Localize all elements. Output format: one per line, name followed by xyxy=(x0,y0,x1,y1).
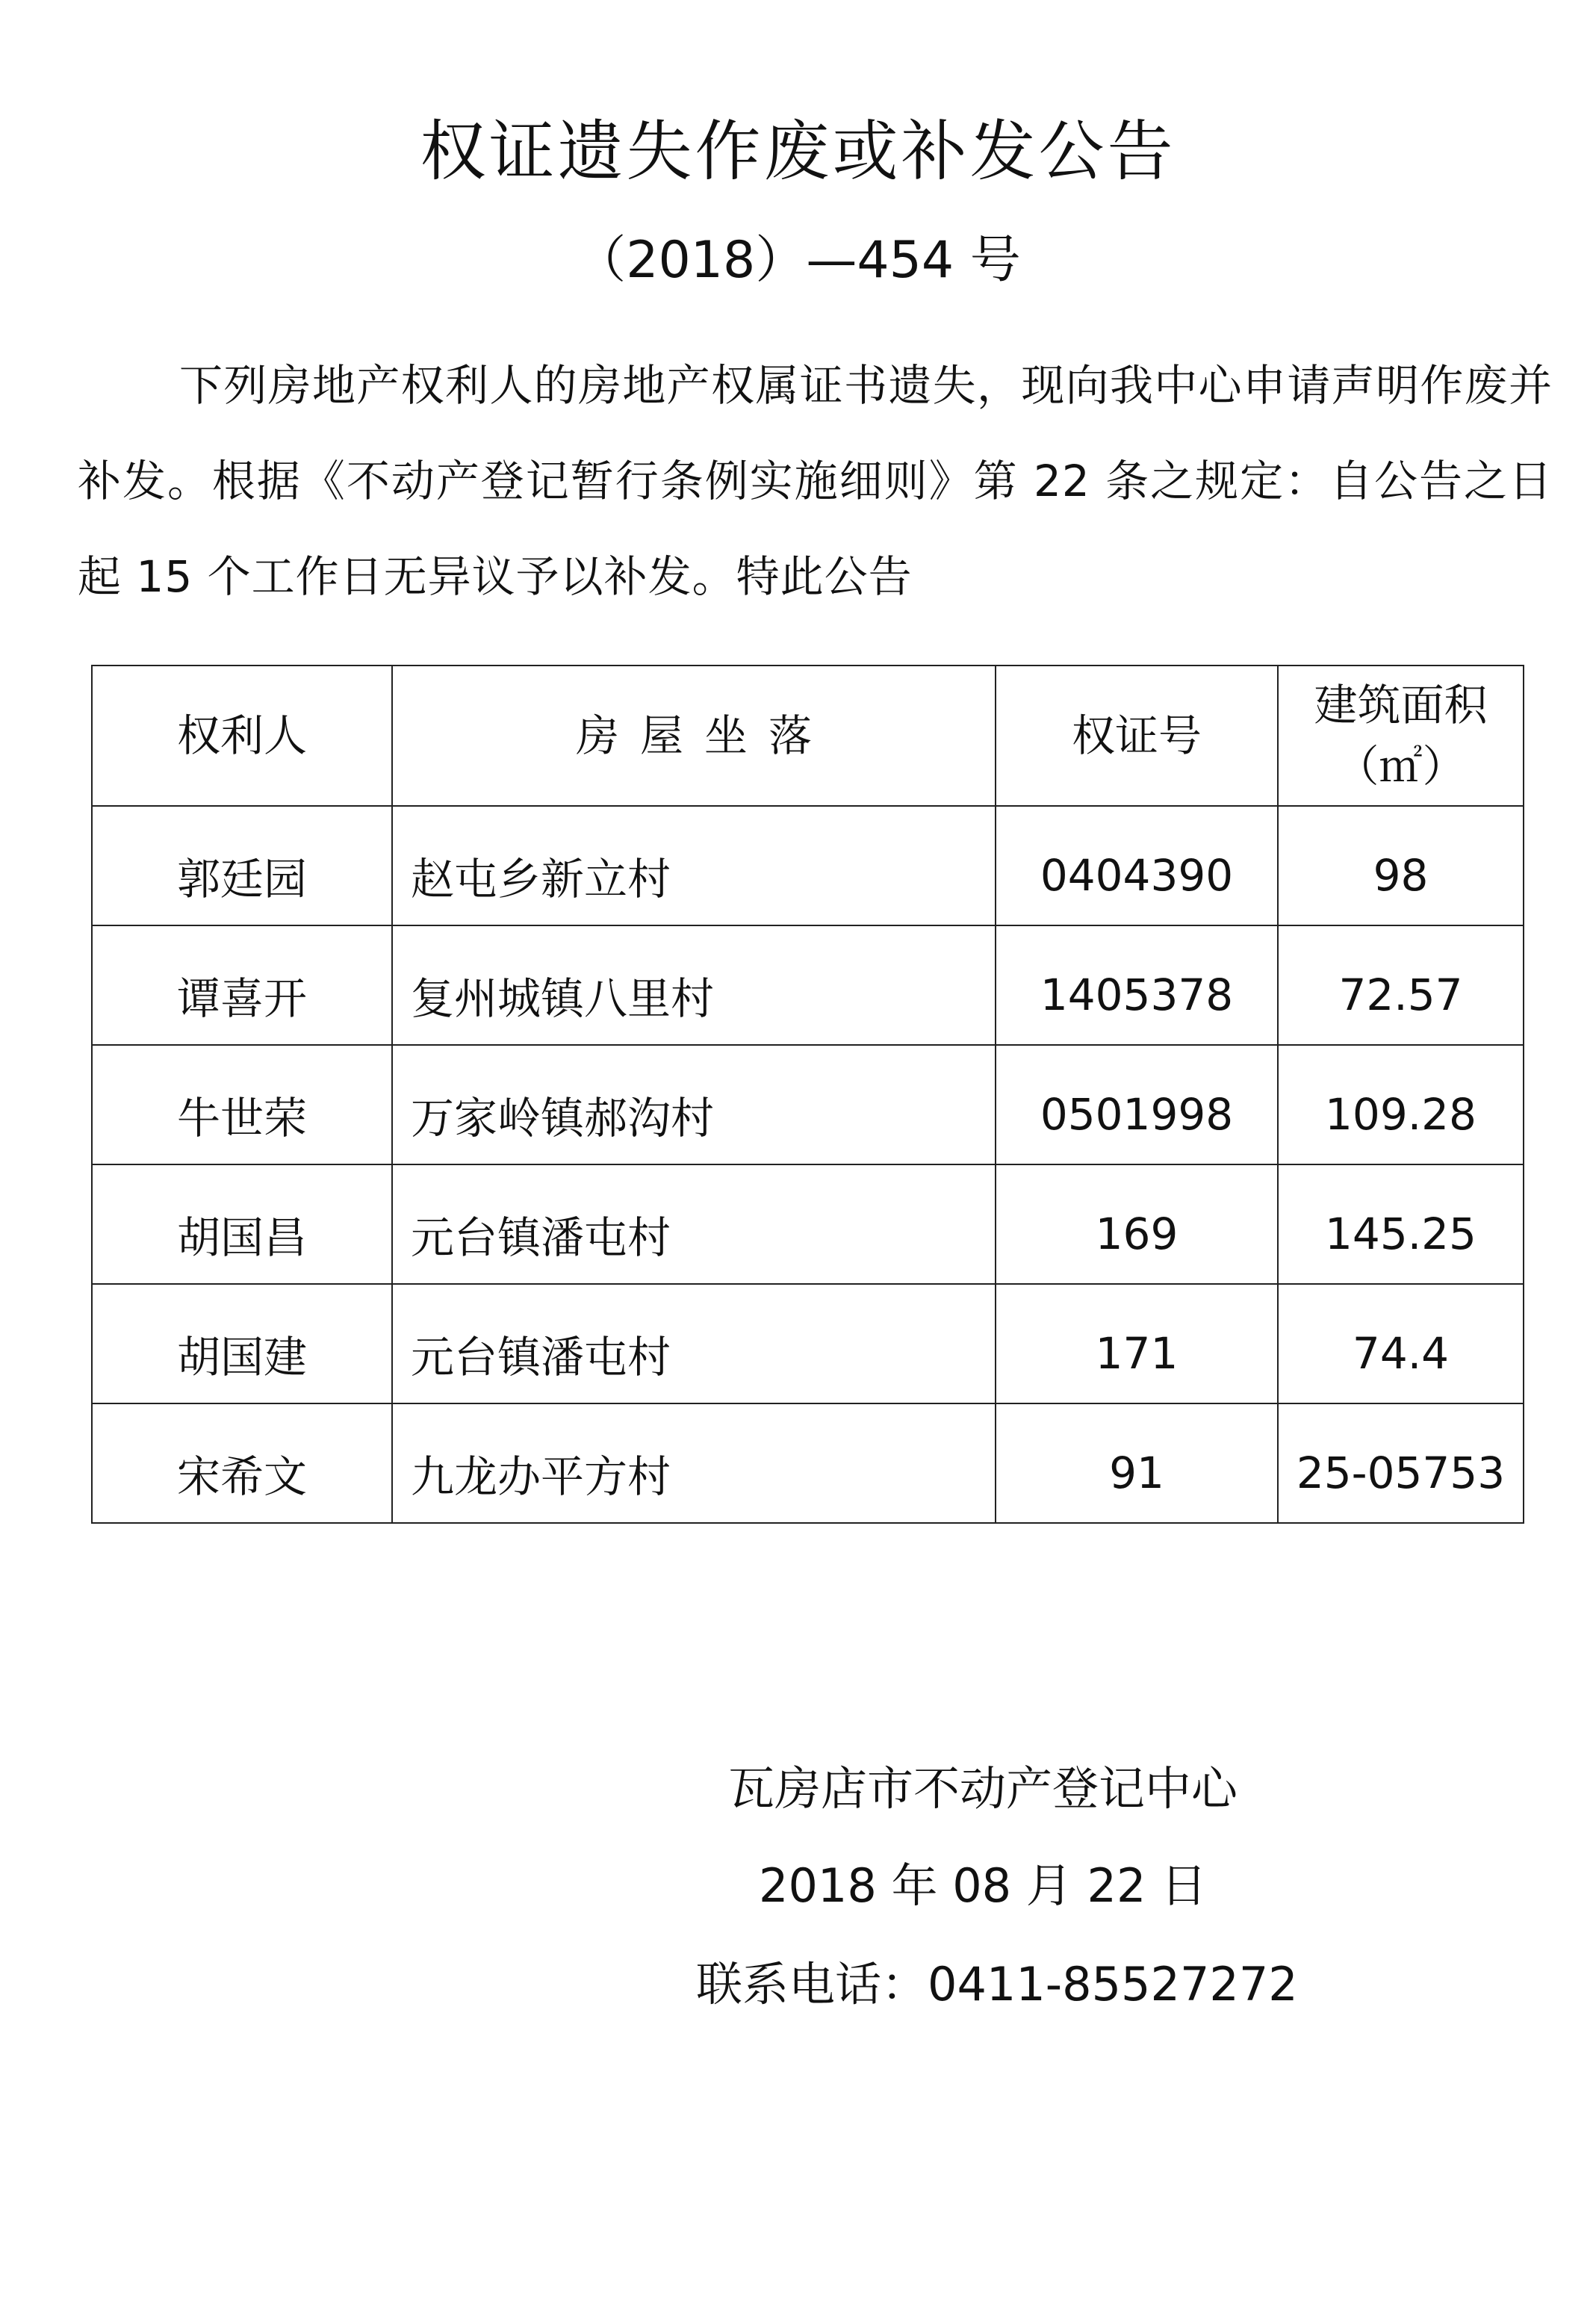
table-row xyxy=(92,1403,1524,1523)
table-header-row xyxy=(92,666,1524,806)
header-area-unit: （㎡） xyxy=(1335,741,1466,792)
cell-cert-no: 169 xyxy=(996,1164,1278,1284)
table-row xyxy=(92,925,1524,1045)
cell-area: 72.57 xyxy=(1278,925,1524,1045)
certificate-table xyxy=(91,665,1524,1524)
table-row xyxy=(92,1284,1524,1403)
cell-cert-no: 171 xyxy=(996,1284,1278,1403)
cell-area: 74.4 xyxy=(1278,1284,1524,1403)
cell-owner: 谭喜开 xyxy=(92,925,392,1045)
cell-owner: 牛世荣 xyxy=(92,1045,392,1164)
table-row xyxy=(92,1045,1524,1164)
header-area-label: 建筑面积 xyxy=(1314,680,1488,730)
cell-owner: 胡国建 xyxy=(92,1284,392,1403)
cell-cert-no: 1405378 xyxy=(996,925,1278,1045)
cell-area: 145.25 xyxy=(1278,1164,1524,1284)
header-area xyxy=(1278,666,1524,806)
cell-area: 109.28 xyxy=(1278,1045,1524,1164)
table-row xyxy=(92,806,1524,925)
cell-area: 98 xyxy=(1278,806,1524,925)
contact-phone: 联系电话：0411-85527272 xyxy=(696,1957,1298,2011)
cell-cert-no: 0501998 xyxy=(996,1045,1278,1164)
cell-owner: 宋希文 xyxy=(92,1403,392,1523)
cell-location: 元台镇潘屯村 xyxy=(392,1164,996,1284)
cell-owner: 胡国昌 xyxy=(92,1164,392,1284)
header-location: 房屋坐落 xyxy=(392,666,996,806)
cell-location: 元台镇潘屯村 xyxy=(392,1284,996,1403)
issuer-name: 瓦房店市不动产登记中心 xyxy=(728,1761,1238,1816)
notice-title: 权证遗失作废或补发公告 xyxy=(420,113,1176,190)
header-owner: 权利人 xyxy=(92,666,392,806)
cell-location: 九龙办平方村 xyxy=(392,1403,996,1523)
cell-cert-no: 91 xyxy=(996,1403,1278,1523)
cell-location: 赵屯乡新立村 xyxy=(392,806,996,925)
header-cert-no: 权证号 xyxy=(996,666,1278,806)
cell-location: 万家岭镇郝沟村 xyxy=(392,1045,996,1164)
cell-cert-no: 0404390 xyxy=(996,806,1278,925)
notice-intro-paragraph: 下列房地产权利人的房地产权属证书遗失，现向我中心申请声明作废并补发。根据《不动产登记暂行条例实施细则》第 22 条之规定：自公告之日起 15 个工作日无异议予以补发。特此公告 xyxy=(78,360,1553,602)
cell-owner: 郭廷园 xyxy=(92,806,392,925)
cell-location: 复州城镇八里村 xyxy=(392,925,996,1045)
cell-area: 25-05753 xyxy=(1278,1403,1524,1523)
table-row xyxy=(92,1164,1524,1284)
document-number: （2018）—454 号 xyxy=(575,231,1021,290)
issue-date: 2018 年 08 月 22 日 xyxy=(759,1858,1208,1913)
